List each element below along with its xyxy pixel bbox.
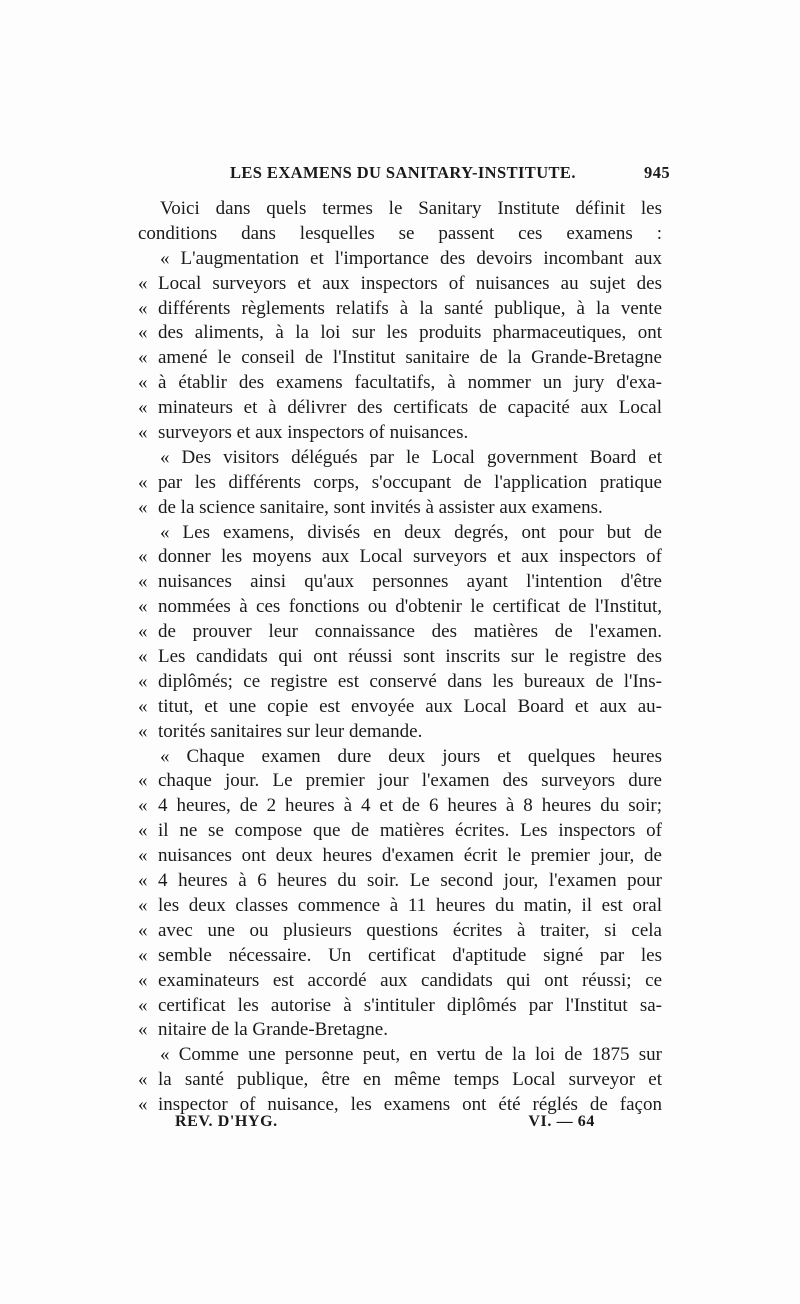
text-line [138, 769, 662, 794]
line-text: certificat les autorise à s'intituler diplômés par l'Institut sa- [158, 994, 662, 1016]
line-text: de la science sanitaire, sont invités à assister aux examens. [158, 496, 603, 518]
text-line [138, 1043, 662, 1068]
line-text: chaque jour. Le premier jour l'examen des surveyors dure [158, 770, 662, 792]
signature-number: VI. — 64 [528, 1113, 595, 1130]
line-text: « Comme une personne peut, en vertu de la loi de 1875 sur [160, 1044, 662, 1066]
line-text: « Chaque examen dure deux jours et quelques heures [160, 745, 662, 767]
quote-mark: « [138, 994, 148, 1016]
line-text: inspector of nuisance, les examens ont été réglés de façon [158, 1094, 662, 1116]
quote-mark: « [138, 571, 148, 593]
text-line [138, 1018, 662, 1043]
line-text: de prouver leur connaissance des matières de l'examen. [158, 621, 662, 643]
text-line [138, 222, 662, 247]
text-line [138, 645, 662, 670]
line-text: par les différents corps, s'occupant de l'application pratique [158, 471, 662, 493]
line-text: « Des visitors délégués par le Local government Board et [160, 446, 662, 468]
quote-mark: « [138, 546, 148, 568]
text-line [138, 471, 662, 496]
quote-mark: « [138, 1019, 148, 1041]
line-text: Local surveyors et aux inspectors of nuisances au sujet des [158, 272, 662, 294]
text-line [138, 969, 662, 994]
line-text: Les candidats qui ont réussi sont inscrits sur le registre des [158, 646, 662, 668]
text-line [138, 247, 662, 272]
line-text: minateurs et à délivrer des certificats de capacité aux Local [158, 397, 662, 419]
quote-mark: « [138, 795, 148, 817]
quote-mark: « [138, 695, 148, 717]
text-line [138, 994, 662, 1019]
text-line [138, 844, 662, 869]
text-line [138, 496, 662, 521]
line-text: à établir des examens facultatifs, à nommer un jury d'exa- [158, 372, 662, 394]
quote-mark: « [138, 272, 148, 294]
text-line [138, 371, 662, 396]
text-line [138, 1068, 662, 1093]
line-text: semble nécessaire. Un certificat d'aptitude signé par les [158, 944, 662, 966]
line-text: torités sanitaires sur leur demande. [158, 720, 423, 742]
text-line [138, 297, 662, 322]
line-text: examinateurs est accordé aux candidats qui ont réussi; ce [158, 969, 662, 991]
text-line [138, 272, 662, 297]
line-text: Voici dans quels termes le Sanitary Institute définit les [160, 198, 662, 219]
line-text: avec une ou plusieurs questions écrites à traiter, si cela [158, 919, 662, 941]
quote-mark: « [138, 845, 148, 867]
text-line [138, 720, 662, 745]
quote-mark: « [138, 422, 148, 444]
line-text: nuisances ont deux heures d'examen écrit le premier jour, de [158, 845, 662, 867]
line-text: il ne se compose que de matières écrites. Les inspectors of [158, 820, 662, 842]
text-line [138, 620, 662, 645]
quote-mark: « [138, 621, 148, 643]
signature-mark: REV. D'HYG. [175, 1113, 278, 1130]
line-text: nommées à ces fonctions ou d'obtenir le certificat de l'Institut, [158, 596, 662, 618]
quote-mark: « [138, 646, 148, 668]
text-line [138, 570, 662, 595]
line-text: nuisances ainsi qu'aux personnes ayant l'intention d'être [158, 571, 662, 593]
quote-mark: « [138, 870, 148, 892]
quote-mark: « [138, 1094, 148, 1116]
text-line [138, 321, 662, 346]
quote-mark: « [138, 720, 148, 742]
text-line [138, 670, 662, 695]
text-line [138, 919, 662, 944]
quote-mark: « [138, 347, 148, 369]
text-line [138, 396, 662, 421]
line-text: « L'augmentation et l'importance des devoirs incombant aux [160, 247, 662, 269]
quote-mark: « [138, 322, 148, 344]
line-text: la santé publique, être en même temps Local surveyor et [158, 1069, 662, 1091]
line-text: des aliments, à la loi sur les produits pharmaceutiques, ont [158, 322, 662, 344]
text-line [138, 745, 662, 770]
text-line [138, 944, 662, 969]
text-line [138, 794, 662, 819]
text-line [138, 421, 662, 446]
text-line [138, 595, 662, 620]
text-line [138, 197, 662, 222]
quote-mark: « [138, 596, 148, 618]
line-text: titut, et une copie est envoyée aux Local Board et aux au- [158, 695, 662, 717]
line-text: 4 heures à 6 heures du soir. Le second jour, l'examen pour [158, 870, 662, 892]
quote-mark: « [138, 770, 148, 792]
text-line [138, 545, 662, 570]
quote-mark: « [138, 969, 148, 991]
line-text: nitaire de la Grande-Bretagne. [158, 1019, 388, 1041]
quote-mark: « [138, 496, 148, 518]
quote-mark: « [138, 944, 148, 966]
quote-mark: « [138, 372, 148, 394]
quote-mark: « [138, 471, 148, 493]
text-line [138, 521, 662, 546]
line-text: 4 heures, de 2 heures à 4 et de 6 heures à 8 heures du soir; [158, 795, 662, 817]
line-text: « Les examens, divisés en deux degrés, ont pour but de [160, 521, 662, 543]
line-text: les deux classes commence à 11 heures du matin, il est oral [158, 894, 662, 916]
quote-mark: « [138, 397, 148, 419]
text-line [138, 346, 662, 371]
line-text: différents règlements relatifs à la santé publique, à la vente [158, 297, 662, 319]
quote-mark: « [138, 297, 148, 319]
line-text: surveyors et aux inspectors of nuisances. [158, 422, 469, 444]
line-text: diplômés; ce registre est conservé dans les bureaux de l'Ins- [158, 670, 662, 692]
quote-mark: « [138, 1069, 148, 1091]
running-title: LES EXAMENS DU SANITARY-INSTITUTE. [230, 163, 576, 182]
line-text: conditions dans lesquelles se passent ces examens : [138, 222, 662, 244]
text-line [138, 819, 662, 844]
line-text: amené le conseil de l'Institut sanitaire de la Grande-Bretagne [158, 347, 662, 369]
quote-mark: « [138, 894, 148, 916]
line-text: donner les moyens aux Local surveyors et aux inspectors of [158, 546, 662, 568]
quote-mark: « [138, 670, 148, 692]
text-line [138, 446, 662, 471]
text-line [138, 894, 662, 919]
quote-mark: « [138, 820, 148, 842]
text-line [138, 695, 662, 720]
page-number: 945 [644, 163, 670, 182]
quote-mark: « [138, 919, 148, 941]
text-line [138, 869, 662, 894]
body-text [138, 197, 662, 1118]
